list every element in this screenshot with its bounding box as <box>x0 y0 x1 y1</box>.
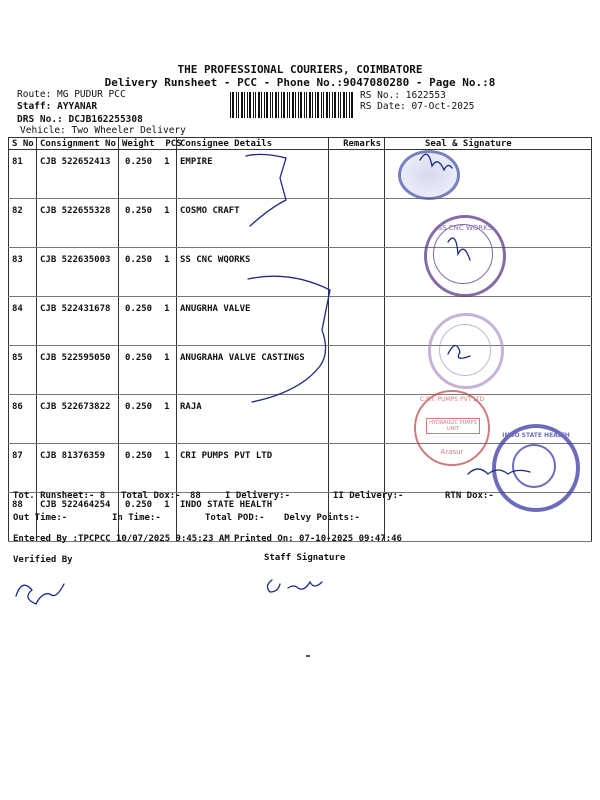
row-consignment-no: CJB 522464254 <box>37 493 119 542</box>
row-pcs: 1 <box>164 157 170 167</box>
row-sno: 81 <box>9 150 37 199</box>
row-consignee: RAJA <box>177 395 329 444</box>
bracket-empire-cosmo <box>246 154 286 226</box>
route-label: Route: MG PUDUR PCC <box>17 89 126 100</box>
total-pod: Total POD:- <box>205 513 265 523</box>
row-consignee: CRI PUMPS PVT LTD <box>177 444 329 493</box>
company-title: THE PROFESSIONAL COURIERS, COIMBATORE <box>177 63 423 76</box>
row-consignee: EMPIRE <box>177 150 329 199</box>
row-weight: 0.250 <box>125 402 153 412</box>
row-consignee: COSMO CRAFT <box>177 199 329 248</box>
i-delivery: I Delivery:- <box>225 491 291 501</box>
col-weight: Weight <box>122 138 155 149</box>
stamp-cri-text: C.R.I. PUMPS PVT LTD <box>419 396 485 403</box>
entered-by: Entered By :TPCPCC 10/07/2025 9:45:23 AM <box>13 534 230 544</box>
row-weight: 0.250 <box>125 206 153 216</box>
row-consignment-no: CJB 522431678 <box>37 297 119 346</box>
staff-signature: Staff Signature <box>264 553 346 563</box>
row-pcs: 1 <box>164 500 170 510</box>
col-sno: S No <box>9 138 37 150</box>
row-weight: 0.250 <box>125 500 153 510</box>
row-sno: 85 <box>9 346 37 395</box>
row-sno: 82 <box>9 199 37 248</box>
row-weight: 0.250 <box>125 255 153 265</box>
col-pcs: PCS <box>165 138 182 149</box>
row-consignment-no: CJB 522635003 <box>37 248 119 297</box>
row-consignee: SS CNC WQORKS <box>177 248 329 297</box>
signature-verified <box>16 584 64 604</box>
row-weight: 0.250 <box>125 157 153 167</box>
row-sno: 84 <box>9 297 37 346</box>
col-consignee: Consignee Details <box>177 138 329 150</box>
drs-number: DRS No.: DCJB162255308 <box>17 114 143 125</box>
row-consignment-no: CJB 522655328 <box>37 199 119 248</box>
total-dox-label: Total Dox:- <box>121 491 181 501</box>
signature-anugraha <box>448 345 470 358</box>
vehicle-label: Vehicle: Two Wheeler Delivery <box>20 125 186 136</box>
row-pcs: 1 <box>164 255 170 265</box>
row-sno: 87 <box>9 444 37 493</box>
signature-indo <box>468 469 530 474</box>
row-pcs: 1 <box>164 206 170 216</box>
row-weight: 0.250 <box>125 353 153 363</box>
verified-by: Verified By <box>13 555 73 565</box>
row-sno: 88 <box>9 493 37 542</box>
row-pcs: 1 <box>164 402 170 412</box>
col-seal-signature: Seal & Signature <box>385 138 592 150</box>
stamp-cri-unit: HYDRAULIC PUMPS UNIT <box>426 418 480 434</box>
row-consignment-no: CJB 522595050 <box>37 346 119 395</box>
in-time: In Time:- <box>112 513 161 523</box>
row-consignee: ANUGRHA VALVE <box>177 297 329 346</box>
row-consignee: INDO STATE HEALTH <box>177 493 329 542</box>
rs-number: RS No.: 1622553 <box>360 90 446 101</box>
row-weight: 0.250 <box>125 304 153 314</box>
rtn-dox: RTN Dox:- <box>445 491 494 501</box>
row-weight: 0.250 <box>125 451 153 461</box>
row-pcs: 1 <box>164 451 170 461</box>
row-sno: 83 <box>9 248 37 297</box>
signature-staff <box>267 580 322 592</box>
total-dox-value: 88 <box>190 491 201 501</box>
rs-date: RS Date: 07-Oct-2025 <box>360 101 475 112</box>
row-pcs: 1 <box>164 353 170 363</box>
out-time: Out Time:- <box>13 513 68 523</box>
signature-ss-cnc <box>448 238 470 260</box>
row-consignment-no: CJB 81376359 <box>37 444 119 493</box>
signature-empire <box>420 154 452 170</box>
scan-speck <box>306 655 310 657</box>
runsheet-subtitle: Delivery Runsheet - PCC - Phone No.:9047080280 - Page No.:8 <box>104 76 496 89</box>
col-remarks: Remarks <box>329 138 385 150</box>
delvy-points: Delvy Points:- <box>284 513 360 523</box>
row-consignment-no: CJB 522673822 <box>37 395 119 444</box>
stamp-indo-text: INDO STATE HEALTH <box>502 432 570 439</box>
row-sno: 86 <box>9 395 37 444</box>
stamp-cri-arasur: Arasur <box>440 448 464 456</box>
tot-runsheet: Tot. Runsheet:- 8 <box>13 491 106 501</box>
staff-label: Staff: AYYANAR <box>17 101 98 112</box>
row-consignee: ANUGRAHA VALVE CASTINGS <box>177 346 329 395</box>
printed-on: Printed On: 07-10-2025 09:47:46 <box>234 534 402 544</box>
bracket-anugraha <box>248 276 330 402</box>
ii-delivery: II Delivery:- <box>333 491 404 501</box>
stamp-ss-cnc-text: SS CNC WORKS <box>437 224 493 232</box>
row-consignment-no: CJB 522652413 <box>37 150 119 199</box>
col-consignment: Consignment No <box>37 138 119 150</box>
row-pcs: 1 <box>164 304 170 314</box>
